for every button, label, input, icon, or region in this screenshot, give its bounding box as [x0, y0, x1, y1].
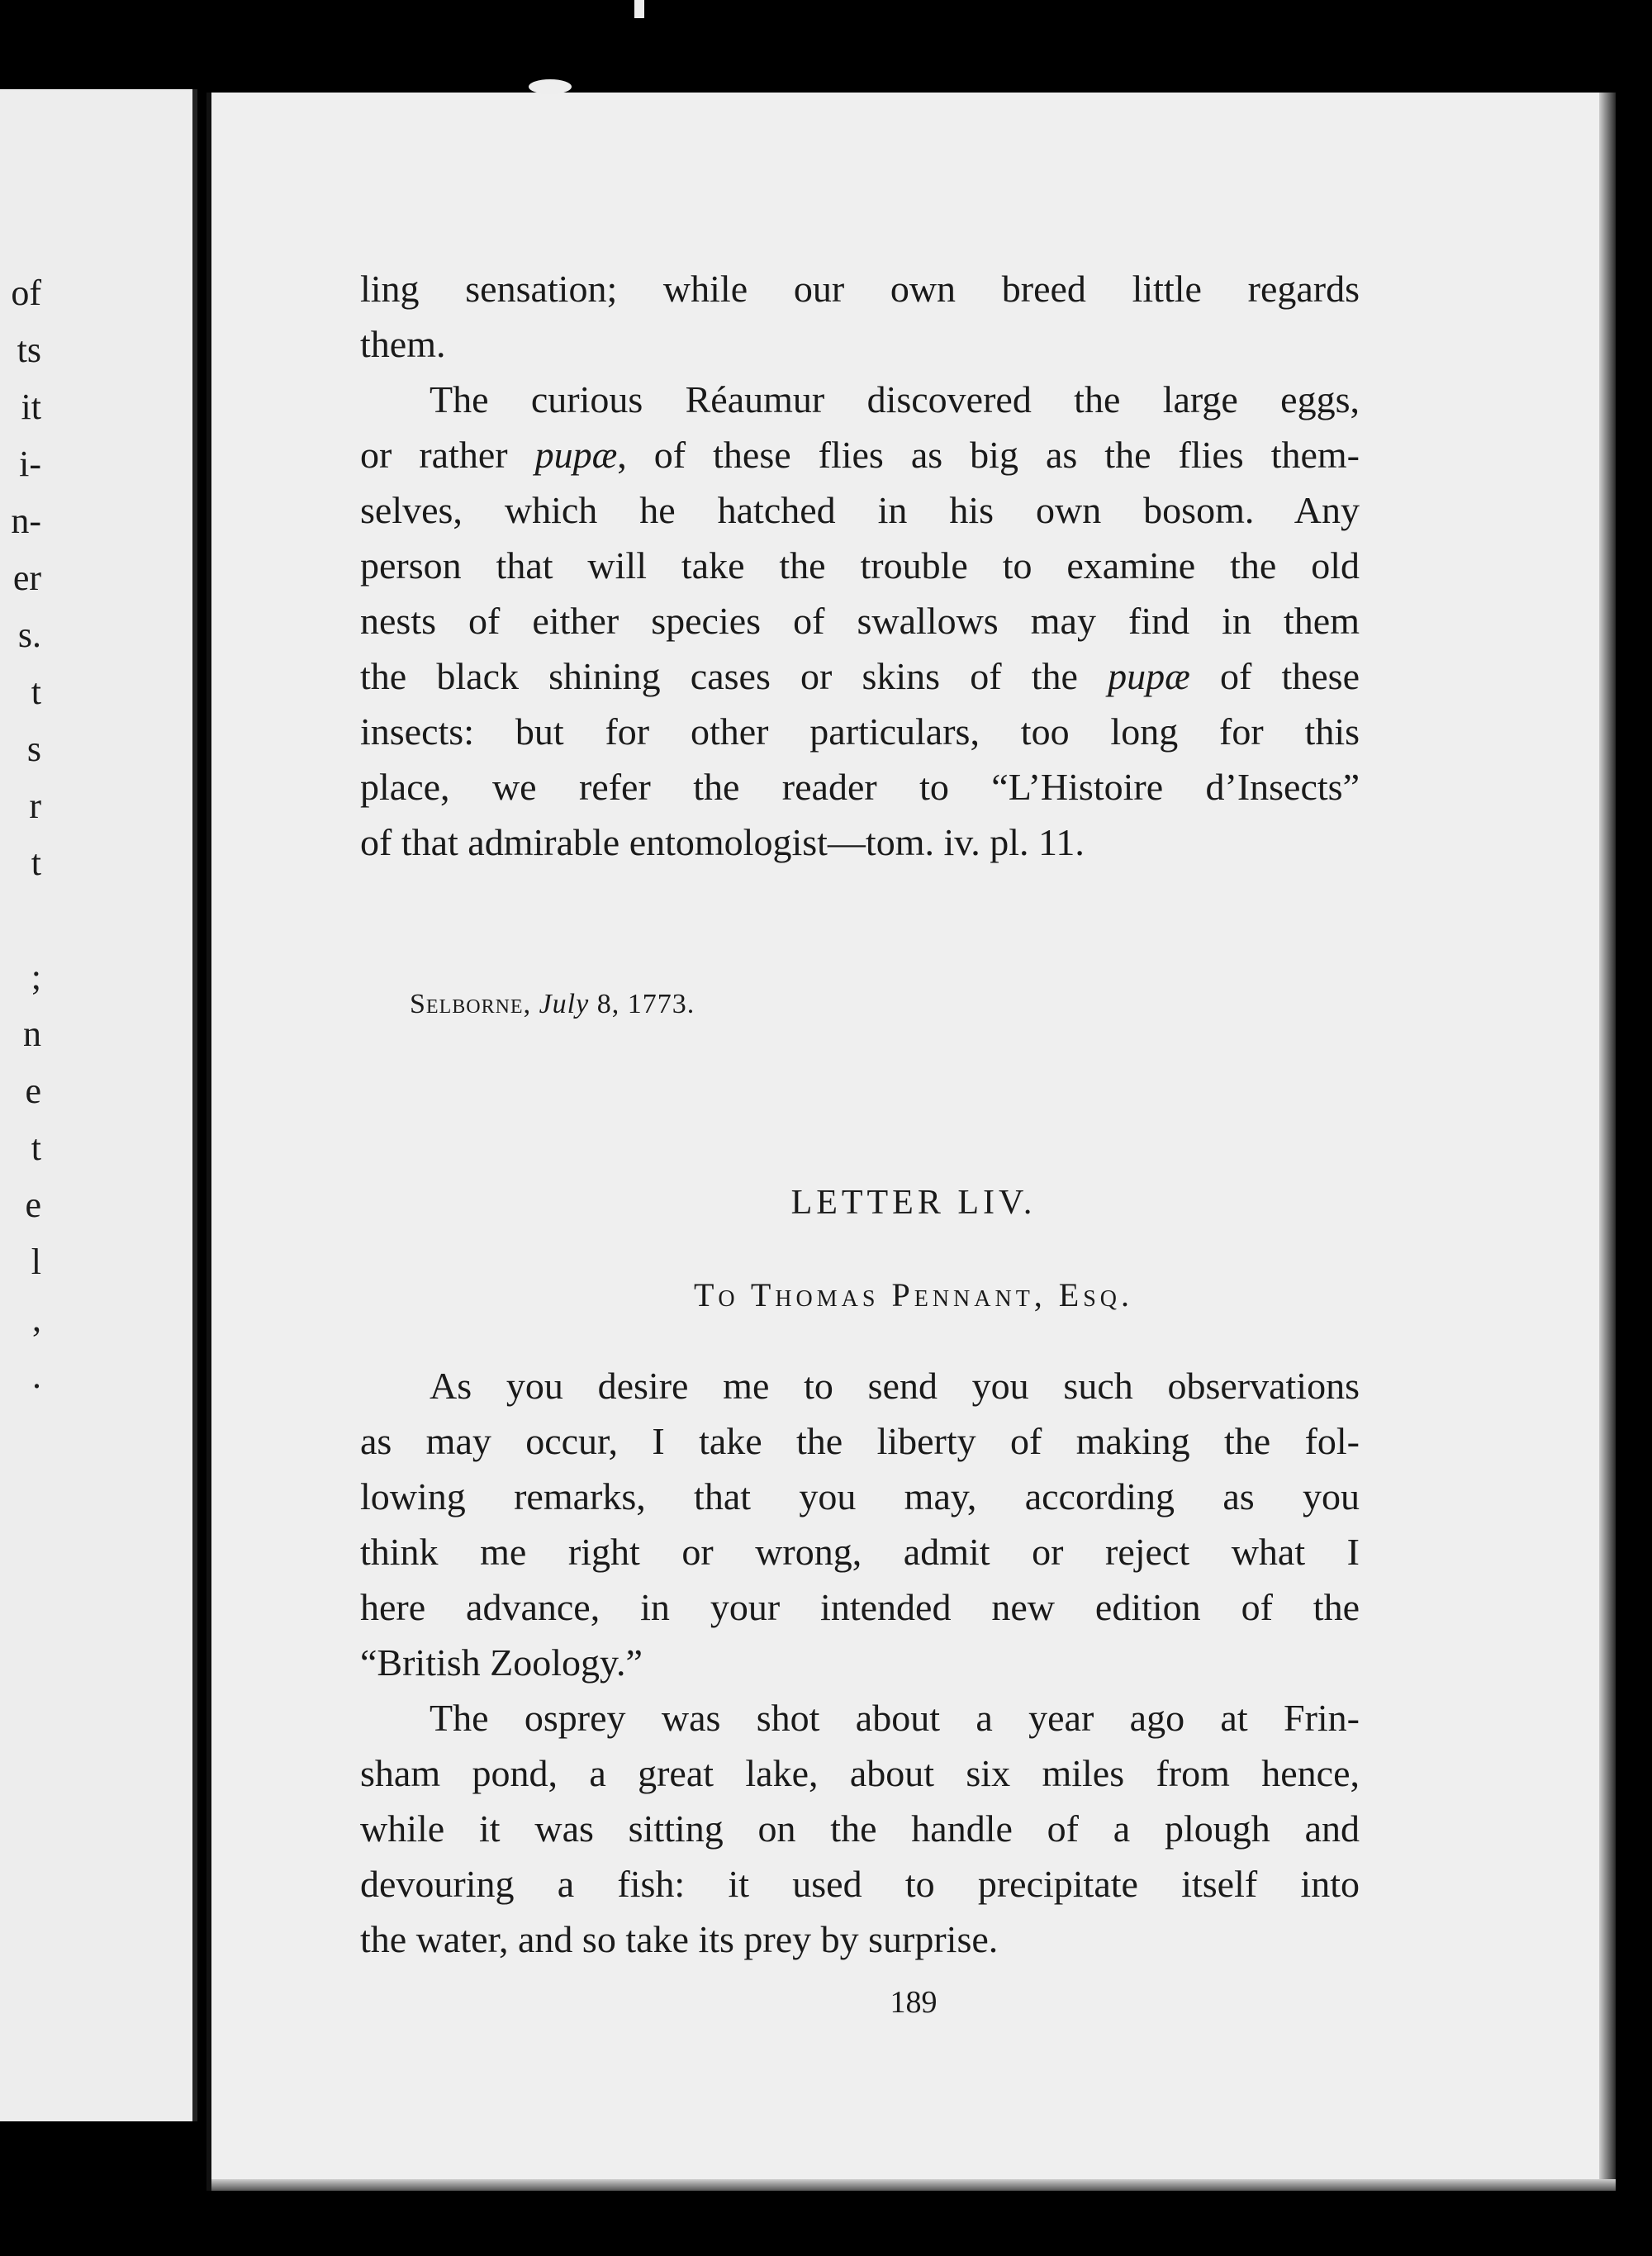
text-run: “British Zoology.”: [360, 1641, 643, 1684]
paragraph: [360, 261, 1360, 372]
text-line: [360, 482, 1360, 538]
paragraph: [360, 1358, 1360, 1690]
text-run: think me right or wrong, admit or reject what I: [360, 1531, 1360, 1573]
text-line: [360, 1469, 1360, 1524]
previous-page-fragment: ,: [32, 1299, 41, 1339]
text-run: the black shining cases or skins of the: [360, 655, 1108, 697]
previous-page-text-fragments: [0, 264, 50, 1404]
scan-speck: [529, 79, 572, 94]
text-line: [360, 1912, 1360, 1967]
letter-recipient: To Thomas Pennant, Esq.: [693, 1276, 1134, 1313]
page-number: 189: [890, 1985, 938, 2020]
text-run: sham pond, a great lake, about six miles from hence,: [360, 1752, 1360, 1794]
text-run: person that will take the trouble to examine the old: [360, 544, 1360, 587]
text-line: [360, 1579, 1360, 1635]
previous-page-fragment: ;: [31, 957, 41, 997]
text-line: [360, 538, 1360, 593]
text-line: [360, 261, 1360, 316]
paragraph: [360, 1690, 1360, 1967]
text-run: here advance, in your intended new edition of the: [360, 1586, 1360, 1628]
text-line: [360, 427, 1360, 482]
text-run: devouring a fish: it used to precipitate itself into: [360, 1863, 1360, 1905]
previous-page-edge: [0, 89, 197, 2121]
dateline-place: Selborne,: [410, 989, 532, 1019]
previous-page-fragment: n-: [11, 501, 41, 541]
previous-page-fragment: r: [29, 786, 41, 826]
text-block-top: [360, 261, 1360, 870]
text-run: The osprey was shot about a year ago at Frin-: [430, 1697, 1360, 1739]
previous-page-fragment: s.: [17, 615, 41, 655]
previous-page-fragment: e: [25, 1185, 41, 1225]
text-run: ling sensation; while our own breed little regards: [360, 268, 1360, 310]
text-run: insects: but for other particulars, too long for this: [360, 710, 1360, 753]
previous-page-fragment: i-: [19, 444, 41, 484]
text-line: [360, 372, 1360, 427]
text-line: [360, 1745, 1360, 1801]
text-line: [360, 1413, 1360, 1469]
previous-page-fragment: it: [21, 387, 41, 427]
previous-page-fragment: of: [11, 273, 41, 313]
text-line: [360, 648, 1360, 704]
text-block-bottom: [360, 1358, 1360, 1967]
paragraph: [360, 372, 1360, 870]
scan-speck: [634, 0, 644, 18]
text-run: lowing remarks, that you may, according as you: [360, 1475, 1360, 1517]
previous-page-fragment: ts: [17, 330, 41, 370]
previous-page-fragment: t: [31, 1128, 41, 1168]
dateline: [410, 989, 695, 1020]
text-line: [360, 316, 1360, 372]
italic-term: pupæ: [1108, 655, 1190, 697]
book-page: [206, 93, 1616, 2191]
text-run: nests of either species of swallows may find in them: [360, 600, 1360, 642]
text-line: [360, 1856, 1360, 1912]
text-line: [360, 1358, 1360, 1413]
text-run: or rather: [360, 434, 535, 476]
text-run: As you desire me to send you such observations: [430, 1365, 1360, 1407]
previous-page-fragment: t: [31, 843, 41, 883]
text-line: [360, 593, 1360, 648]
previous-page-fragment: e: [25, 1071, 41, 1111]
previous-page-fragment: t: [31, 672, 41, 712]
text-line: [360, 1635, 1360, 1690]
previous-page-fragment: .: [32, 1356, 41, 1396]
letter-heading: LETTER LIV.: [790, 1184, 1037, 1222]
text-line: [360, 1690, 1360, 1745]
text-line: [360, 815, 1360, 870]
page-right-edge: [1599, 93, 1616, 2191]
text-run: , of these flies as big as the flies them-: [617, 434, 1360, 476]
previous-page-fragment: n: [23, 1014, 41, 1054]
text-run: The curious Réaumur discovered the large eggs,: [430, 378, 1360, 420]
text-line: [360, 759, 1360, 815]
italic-term: pupæ: [534, 434, 618, 476]
text-line: [360, 704, 1360, 759]
text-run: them.: [360, 323, 446, 365]
previous-page-fragment: er: [12, 558, 41, 598]
text-run: the water, and so take its prey by surprise.: [360, 1918, 999, 1960]
previous-page-fragment: s: [26, 729, 41, 769]
dateline-month: July: [539, 989, 590, 1019]
text-run: selves, which he hatched in his own bosom. Any: [360, 489, 1360, 531]
text-run: of these: [1189, 655, 1360, 697]
text-run: as may occur, I take the liberty of making the fol-: [360, 1420, 1360, 1462]
text-line: [360, 1801, 1360, 1856]
text-run: while it was sitting on the handle of a plough and: [360, 1807, 1360, 1850]
text-run: place, we refer the reader to “L’Histoire d’Insects”: [360, 766, 1360, 808]
text-line: [360, 1524, 1360, 1579]
dateline-date: 8, 1773.: [596, 989, 695, 1019]
previous-page-fragment: [0, 891, 50, 948]
text-run: of that admirable entomologist—tom. iv. pl. 11.: [360, 821, 1085, 863]
page-bottom-edge: [211, 2179, 1616, 2191]
previous-page-fragment: l: [31, 1242, 41, 1282]
